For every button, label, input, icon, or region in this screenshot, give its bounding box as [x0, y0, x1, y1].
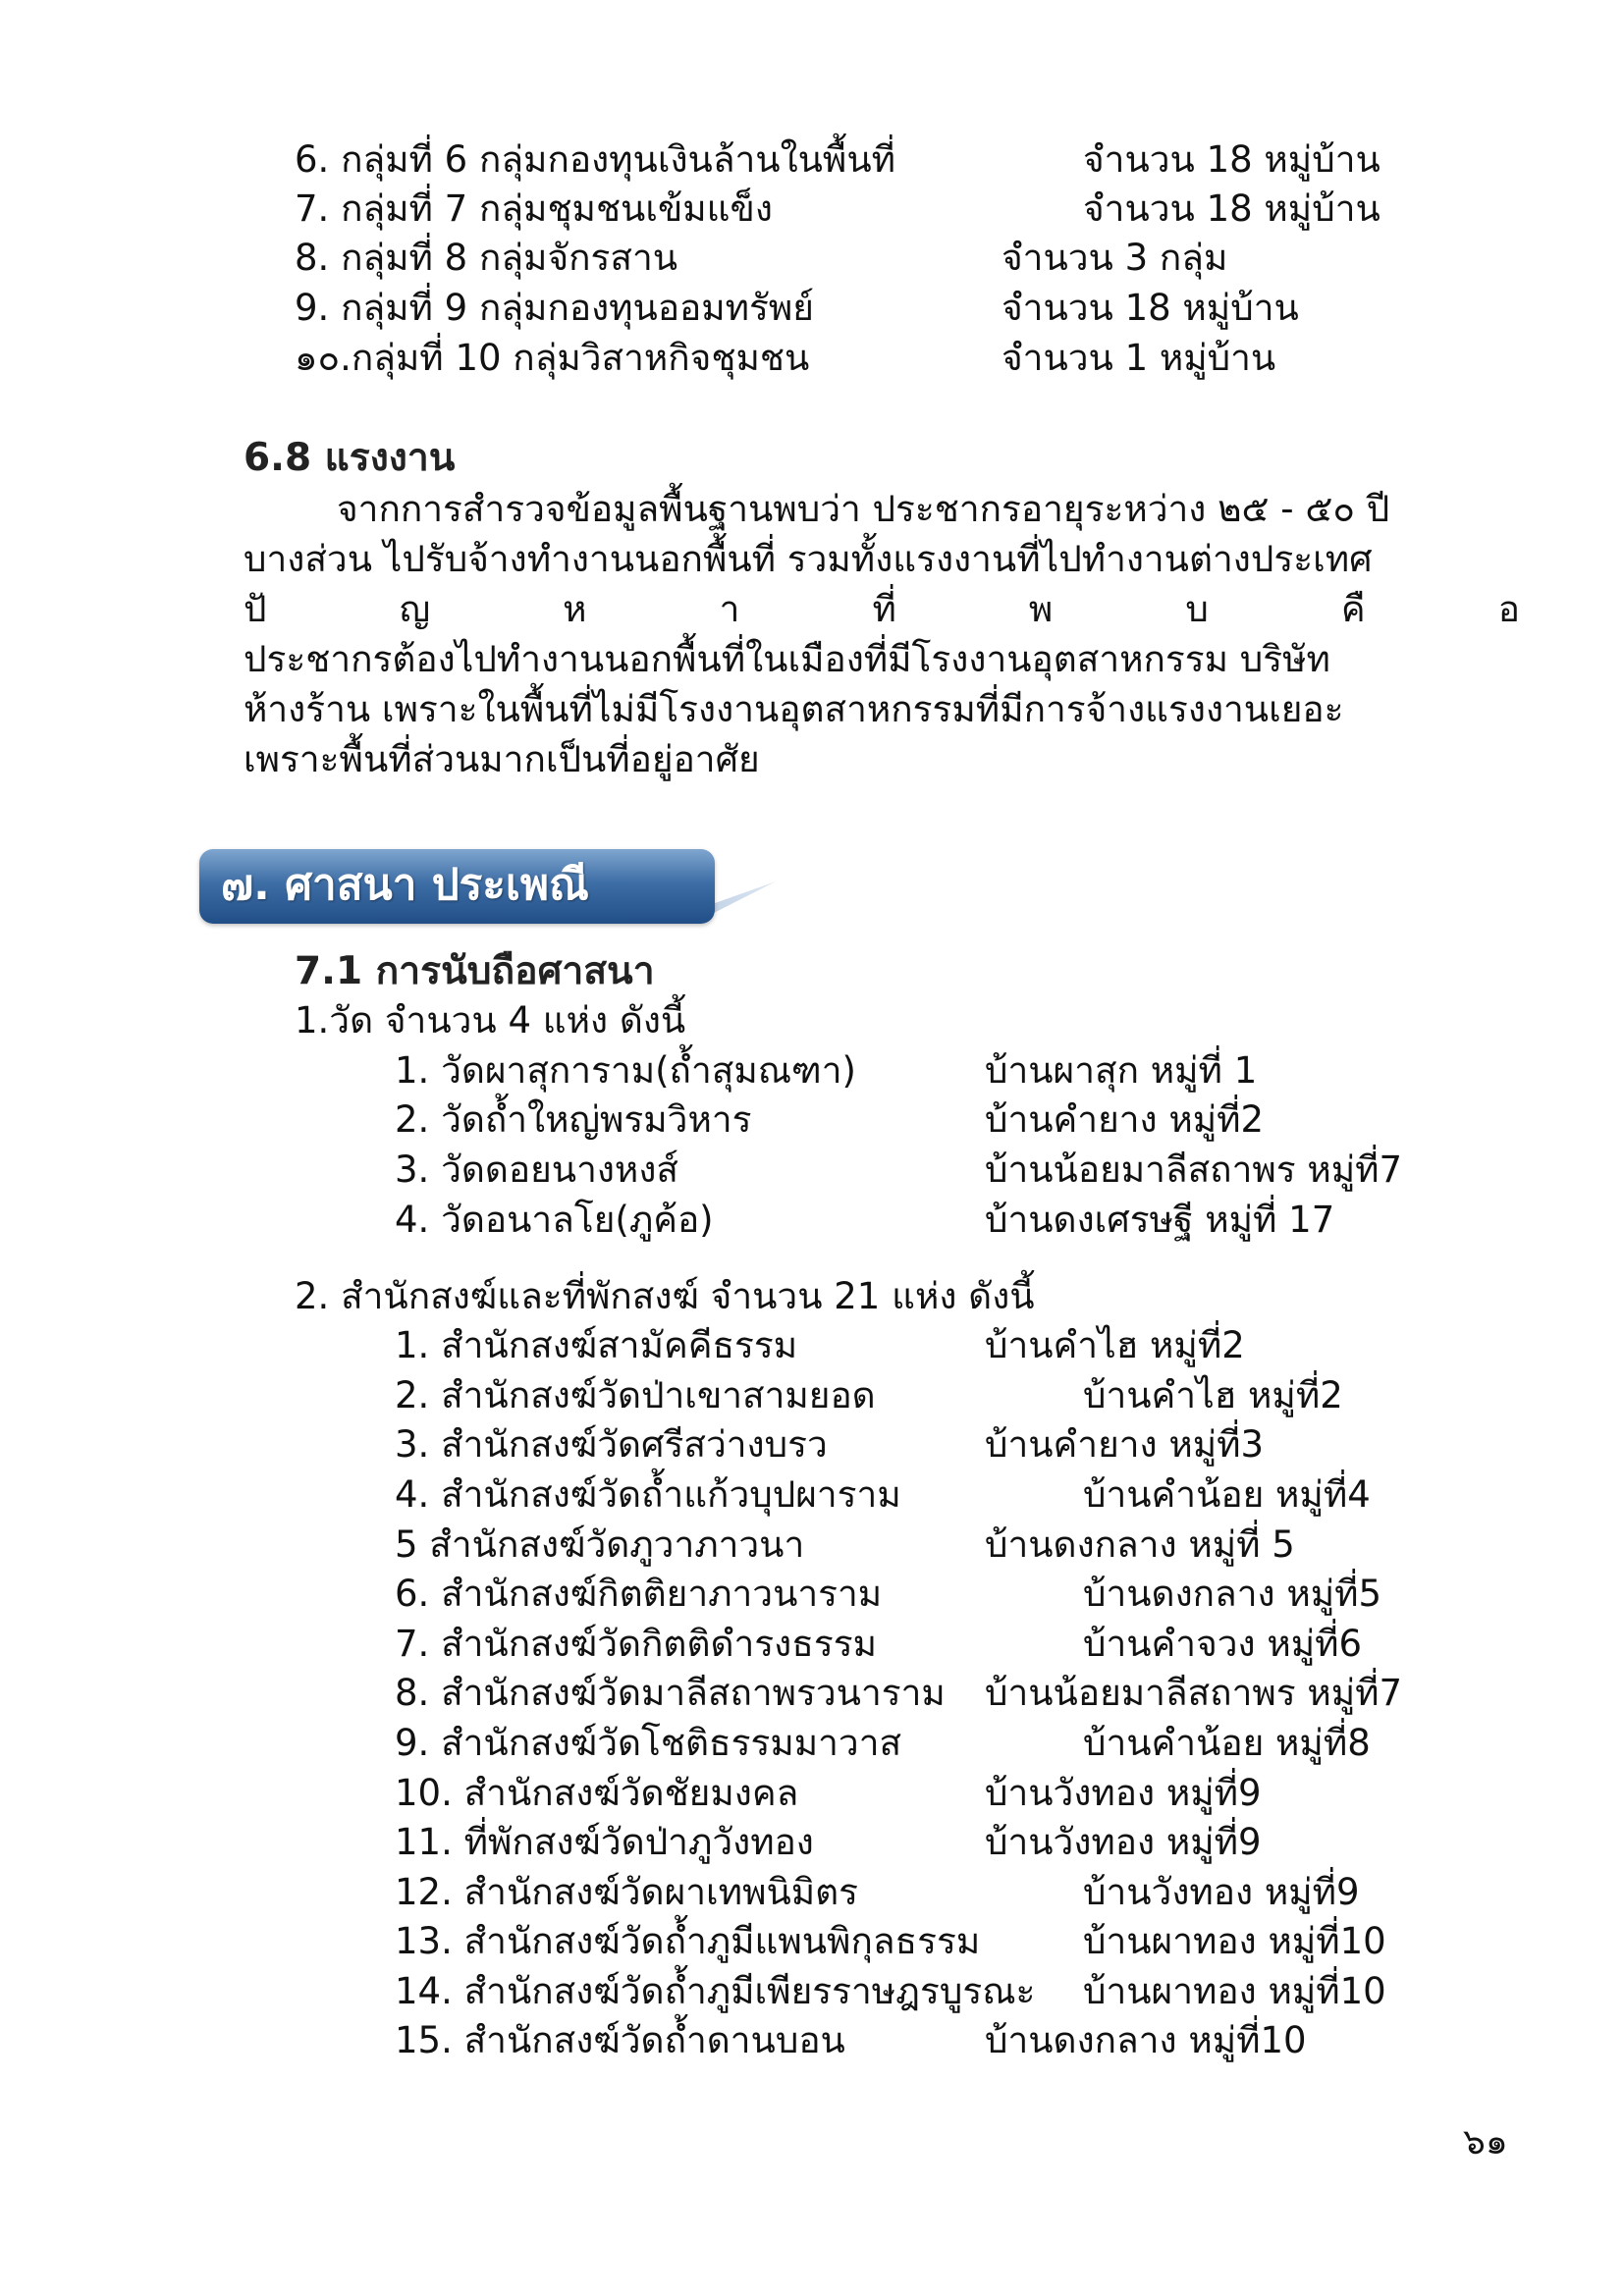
labor-line-spaced — [244, 586, 1520, 633]
spaced-char: บ — [1185, 588, 1209, 630]
monastery-name: 15. สำนักสงฆ์วัดถ้ำดานบอน — [395, 2019, 845, 2061]
monastery-village: บ้านคำไฮ หมู่ที่2 — [985, 1324, 1245, 1366]
temple-village: บ้านดงเศรษฐี หมู่ที่ 17 — [985, 1199, 1335, 1241]
group-count: จำนวน 18 หมู่บ้าน — [1001, 287, 1299, 329]
group-label: 6. กลุ่มที่ 6 กลุ่มกองทุนเงินล้านในพื้นที่ — [295, 138, 895, 181]
monastery-name: 13. สำนักสงฆ์วัดถ้ำภูมีแพนพิกุลธรรม — [395, 1920, 981, 1962]
labor-line-1 — [244, 486, 1520, 533]
monastery-village: บ้านคำยาง หมู่ที่3 — [985, 1423, 1265, 1466]
monastery-name: 6. สำนักสงฆ์กิตติยาภาวนาราม — [395, 1573, 883, 1615]
temple-name: 3. วัดดอยนางหงส์ — [395, 1148, 678, 1191]
monastery-village: บ้านวังทอง หมู่ที่9 — [1083, 1871, 1360, 1913]
temple-village: บ้านคำยาง หมู่ที่2 — [985, 1098, 1265, 1141]
monastery-village: บ้านคำไฮ หมู่ที่2 — [1083, 1374, 1343, 1416]
temples-intro: 1.วัด จำนวน 4 แห่ง ดังนี้ — [295, 999, 686, 1041]
labor-line-1-text: จากการสำรวจข้อมูลพื้นฐานพบว่า ประชากรอายุระหว่าง ๒๕ - ๕๐ ปี — [337, 488, 1390, 530]
monastery-village: บ้านวังทอง หมู่ที่9 — [985, 1772, 1262, 1814]
monastery-village: บ้านผาทอง หมู่ที่10 — [1083, 1970, 1386, 2012]
monastery-name: 4. สำนักสงฆ์วัดถ้ำแก้วบุปผาราม — [395, 1473, 901, 1516]
monastery-village: บ้านดงกลาง หมู่ที่5 — [1083, 1573, 1382, 1615]
spaced-char: ห — [563, 588, 587, 630]
monastery-name: 5 สำนักสงฆ์วัดภูวาภาวนา — [395, 1523, 805, 1566]
monastery-village: บ้านดงกลาง หมู่ที่ 5 — [985, 1523, 1295, 1566]
group-label: 8. กลุ่มที่ 8 กลุ่มจักรสาน — [295, 237, 678, 279]
monasteries-intro: 2. สำนักสงฆ์และที่พักสงฆ์ จำนวน 21 แห่ง ดังนี้ — [295, 1275, 1035, 1317]
spaced-char: คื — [1340, 588, 1366, 630]
labor-line-6: เพราะพื้นที่ส่วนมากเป็นที่อยู่อาศัย — [244, 738, 760, 780]
temple-name: 4. วัดอนาลโย(ภูค้อ) — [395, 1199, 714, 1241]
spaced-char: ปั — [244, 588, 267, 630]
monastery-name: 9. สำนักสงฆ์วัดโชติธรรมมาวาส — [395, 1722, 902, 1764]
monastery-village: บ้านคำน้อย หมู่ที่8 — [1083, 1722, 1371, 1764]
group-count: จำนวน 18 หมู่บ้าน — [1083, 187, 1380, 230]
monastery-village: บ้านผาทอง หมู่ที่10 — [1083, 1920, 1386, 1962]
group-count: จำนวน 1 หมู่บ้าน — [1001, 337, 1276, 379]
labor-line-2: บางส่วน ไปรับจ้างทำงานนอกพื้นที่ รวมทั้งแรงงานที่ไปทำงานต่างประเทศ — [244, 538, 1373, 580]
group-label: 9. กลุ่มที่ 9 กลุ่มกองทุนออมทรัพย์ — [295, 287, 814, 329]
monastery-name: 3. สำนักสงฆ์วัดศรีสว่างบรว — [395, 1423, 828, 1466]
group-count: จำนวน 3 กลุ่ม — [1001, 237, 1228, 279]
religion-heading: 7.1 การนับถือศาสนา — [295, 949, 655, 993]
labor-heading: 6.8 แรงงาน — [244, 436, 456, 480]
spaced-char: ญ — [399, 588, 431, 630]
monastery-name: 12. สำนักสงฆ์วัดผาเทพนิมิตร — [395, 1871, 859, 1913]
spaced-char: พ — [1028, 588, 1054, 630]
temple-name: 1. วัดผาสุการาม(ถ้ำสุมณฑา) — [395, 1049, 856, 1092]
labor-line-5: ห้างร้าน เพราะในพื้นที่ไม่มีโรงงานอุตสาหกรรมที่มีการจ้างแรงงานเยอะ — [244, 688, 1344, 730]
monastery-village: บ้านคำจวง หมู่ที่6 — [1083, 1623, 1363, 1665]
monastery-name: 2. สำนักสงฆ์วัดป่าเขาสามยอด — [395, 1374, 876, 1416]
labor-line-4: ประชากรต้องไปทำงานนอกพื้นที่ในเมืองที่มีโรงงานอุตสาหกรรม บริษัท — [244, 638, 1330, 680]
group-count: จำนวน 18 หมู่บ้าน — [1083, 138, 1380, 181]
group-label: 7. กลุ่มที่ 7 กลุ่มชุมชนเข้มแข็ง — [295, 187, 773, 230]
temple-name: 2. วัดถ้ำใหญ่พรมวิหาร — [395, 1098, 752, 1141]
temple-village: บ้านผาสุก หมู่ที่ 1 — [985, 1049, 1258, 1092]
monastery-name: 11. ที่พักสงฆ์วัดป่าภูวังทอง — [395, 1821, 814, 1863]
monastery-name: 7. สำนักสงฆ์วัดกิตติดำรงธรรม — [395, 1623, 877, 1665]
monastery-village: บ้านดงกลาง หมู่ที่10 — [985, 2019, 1307, 2061]
monastery-name: 14. สำนักสงฆ์วัดถ้ำภูมีเพียรราษฎรบูรณะ — [395, 1970, 1036, 2012]
spaced-char: อ — [1497, 588, 1520, 630]
monastery-name: 10. สำนักสงฆ์วัดชัยมงคล — [395, 1772, 799, 1814]
monastery-name: 8. สำนักสงฆ์วัดมาลีสถาพรวนาราม — [395, 1672, 946, 1714]
monastery-village: บ้านวังทอง หมู่ที่9 — [985, 1821, 1262, 1863]
temple-village: บ้านน้อยมาลีสถาพร หมู่ที่7 — [985, 1148, 1403, 1191]
section-banner-title: ๗. ศาสนา ประเพณี — [221, 860, 589, 910]
monastery-village: บ้านคำน้อย หมู่ที่4 — [1083, 1473, 1371, 1516]
spaced-char: า — [719, 588, 740, 630]
spaced-char: ที่ — [872, 588, 896, 630]
monastery-name: 1. สำนักสงฆ์สามัคคีธรรม — [395, 1324, 798, 1366]
group-label: ๑๐.กลุ่มที่ 10 กลุ่มวิสาหกิจชุมชน — [295, 337, 810, 379]
page-number: ๖๑ — [1463, 2122, 1508, 2163]
monastery-village: บ้านน้อยมาลีสถาพร หมู่ที่7 — [985, 1672, 1403, 1714]
